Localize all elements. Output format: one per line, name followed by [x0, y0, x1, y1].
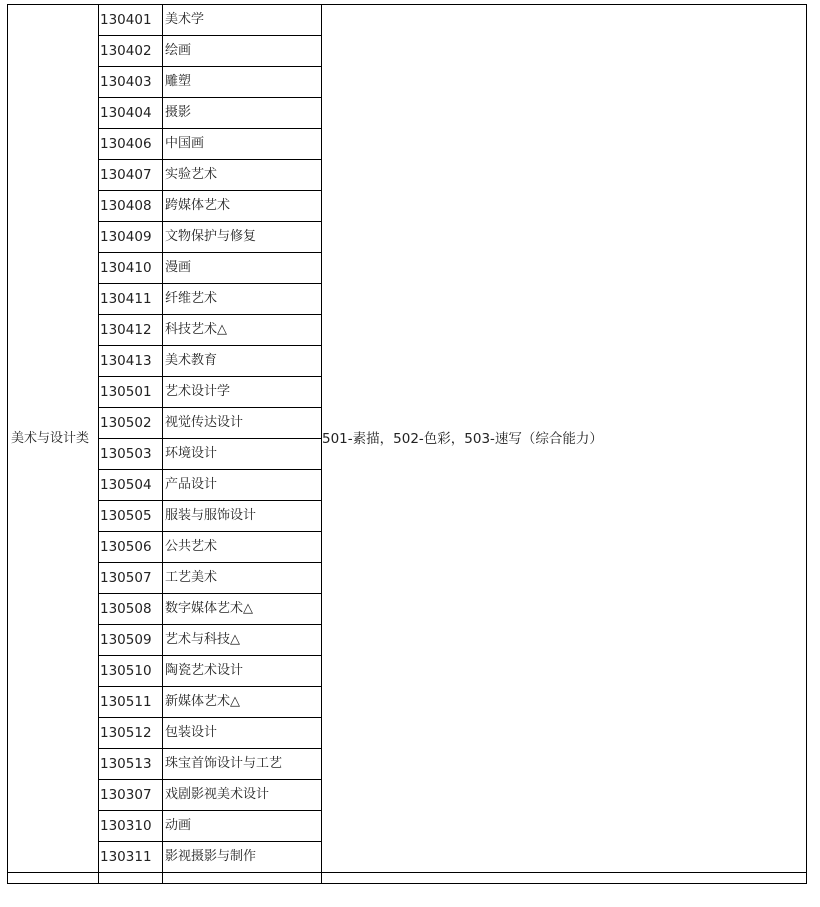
major-name-cell: 摄影 — [163, 98, 322, 129]
major-code-cell: 130413 — [99, 346, 163, 377]
category-cell: 美术与设计类 — [8, 5, 99, 873]
major-name-cell: 工艺美术 — [163, 563, 322, 594]
major-code-cell: 130407 — [99, 160, 163, 191]
major-name-cell: 戏剧影视美术设计 — [163, 780, 322, 811]
major-code-cell: 130403 — [99, 67, 163, 98]
major-name-cell: 公共艺术 — [163, 532, 322, 563]
major-code-cell: 130311 — [99, 842, 163, 873]
major-name-cell: 环境设计 — [163, 439, 322, 470]
major-name-cell: 美术教育 — [163, 346, 322, 377]
major-code-cell: 130411 — [99, 284, 163, 315]
major-code-cell: 130513 — [99, 749, 163, 780]
major-name-cell: 动画 — [163, 811, 322, 842]
partial-cell — [163, 873, 322, 884]
major-name-cell: 中国画 — [163, 129, 322, 160]
major-code-cell: 130310 — [99, 811, 163, 842]
major-code-cell: 130406 — [99, 129, 163, 160]
major-code-cell: 130409 — [99, 222, 163, 253]
major-name-cell: 艺术设计学 — [163, 377, 322, 408]
major-name-cell: 陶瓷艺术设计 — [163, 656, 322, 687]
major-table-body — [8, 5, 807, 884]
major-code-cell: 130511 — [99, 687, 163, 718]
major-name-cell: 影视摄影与制作 — [163, 842, 322, 873]
major-name-cell: 服装与服饰设计 — [163, 501, 322, 532]
major-name-cell: 美术学 — [163, 5, 322, 36]
table-row-partial — [8, 873, 807, 884]
major-name-cell: 包装设计 — [163, 718, 322, 749]
major-code-cell: 130505 — [99, 501, 163, 532]
major-code-cell: 130401 — [99, 5, 163, 36]
major-code-cell: 130402 — [99, 36, 163, 67]
major-code-cell: 130508 — [99, 594, 163, 625]
major-code-cell: 130501 — [99, 377, 163, 408]
major-table — [7, 4, 807, 884]
major-name-cell: 科技艺术△ — [163, 315, 322, 346]
major-name-cell: 绘画 — [163, 36, 322, 67]
major-name-cell: 新媒体艺术△ — [163, 687, 322, 718]
table-row — [8, 5, 807, 36]
major-name-cell: 艺术与科技△ — [163, 625, 322, 656]
partial-cell — [322, 873, 807, 884]
exam-subjects-cell: 501-素描，502-色彩，503-速写（综合能力） — [322, 5, 807, 873]
major-code-cell: 130510 — [99, 656, 163, 687]
major-name-cell: 文物保护与修复 — [163, 222, 322, 253]
partial-cell — [8, 873, 99, 884]
major-code-cell: 130404 — [99, 98, 163, 129]
major-code-cell: 130507 — [99, 563, 163, 594]
major-code-cell: 130506 — [99, 532, 163, 563]
major-name-cell: 视觉传达设计 — [163, 408, 322, 439]
major-code-cell: 130503 — [99, 439, 163, 470]
major-code-cell: 130408 — [99, 191, 163, 222]
partial-cell — [99, 873, 163, 884]
major-name-cell: 数字媒体艺术△ — [163, 594, 322, 625]
major-code-cell: 130410 — [99, 253, 163, 284]
major-code-cell: 130509 — [99, 625, 163, 656]
major-code-cell: 130412 — [99, 315, 163, 346]
major-code-cell: 130512 — [99, 718, 163, 749]
major-code-cell: 130502 — [99, 408, 163, 439]
major-name-cell: 纤维艺术 — [163, 284, 322, 315]
major-code-cell: 130307 — [99, 780, 163, 811]
major-name-cell: 雕塑 — [163, 67, 322, 98]
major-name-cell: 产品设计 — [163, 470, 322, 501]
major-name-cell: 实验艺术 — [163, 160, 322, 191]
major-name-cell: 漫画 — [163, 253, 322, 284]
major-name-cell: 跨媒体艺术 — [163, 191, 322, 222]
major-name-cell: 珠宝首饰设计与工艺 — [163, 749, 322, 780]
major-code-cell: 130504 — [99, 470, 163, 501]
